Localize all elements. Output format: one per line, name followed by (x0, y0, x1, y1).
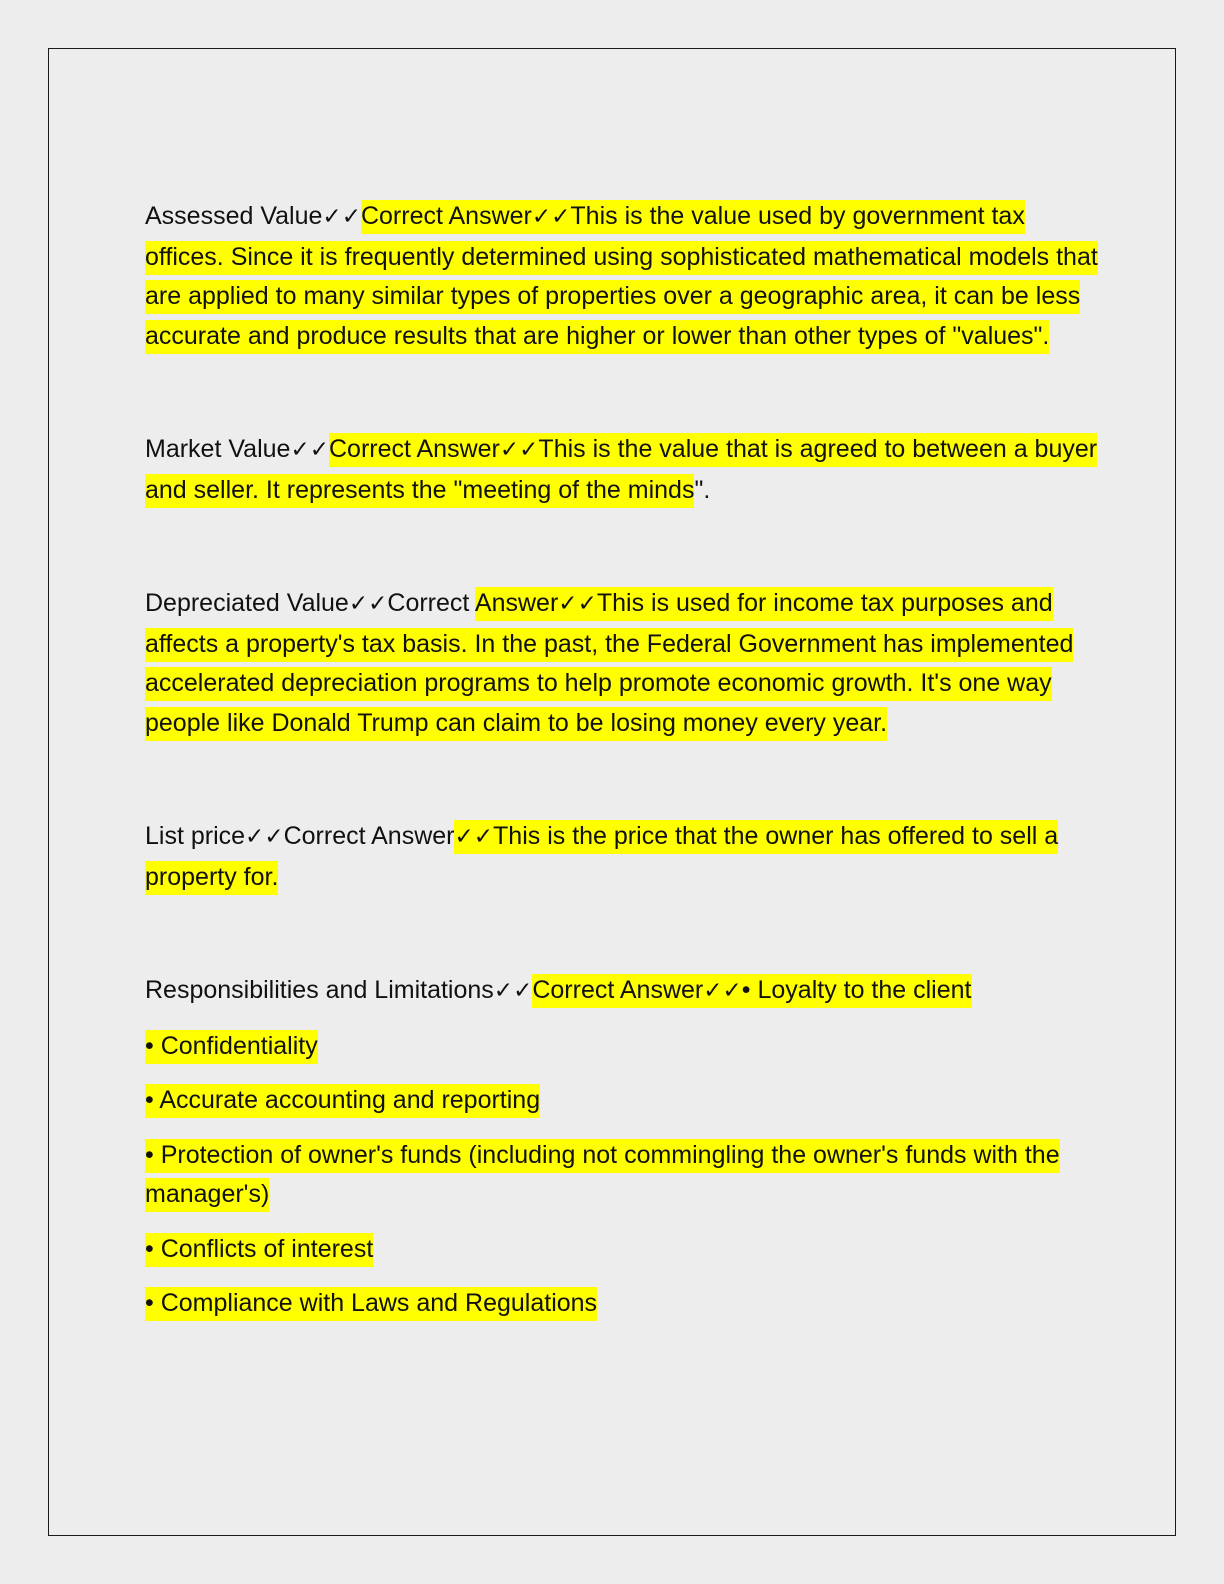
answer-text: This is used for income tax purposes and affects a property's tax basis. In the past, the Federal Government has implemented accelerated depreciation programs to help promote economic growth. It's one way people like Donald Trump can claim to be losing money every year. (145, 589, 1074, 737)
highlighted-answer (532, 974, 971, 1008)
check-mark-icon: ✓✓ (499, 437, 539, 463)
bullet-text: • Accurate accounting and reporting (145, 1084, 540, 1118)
answer-text: This is the value that is agreed to between a buyer and seller. It represents the "meeting of the minds (145, 435, 1098, 504)
entry-term: Depreciated Value (145, 589, 349, 617)
check-mark-icon: ✓✓ (245, 824, 284, 850)
entry-responsibilities-header (145, 971, 1105, 1012)
answer-text: • Loyalty to the client (741, 976, 972, 1004)
entry-term: Market Value (145, 435, 291, 463)
responsibilities-list (145, 1027, 1105, 1324)
answer-label: Answer (474, 589, 559, 617)
bullet-text: • Conflicts of interest (145, 1233, 373, 1267)
answer-text: This is the price that the owner has offered to sell a property for. (145, 822, 1059, 891)
check-mark-icon: ✓✓ (493, 978, 533, 1004)
check-mark-icon: ✓✓ (290, 437, 329, 463)
document-page (48, 48, 1176, 1536)
list-item (145, 1081, 1105, 1121)
list-item (145, 1230, 1105, 1270)
answer-tail: ". (694, 475, 711, 504)
correct-answer-label: Correct Answer (328, 435, 500, 463)
check-mark-icon: ✓✓ (703, 978, 742, 1004)
check-mark-icon: ✓✓ (454, 824, 494, 850)
document-content (145, 197, 1105, 1324)
entry-responsibilities (145, 971, 1105, 1324)
entry-term: List price (145, 822, 246, 850)
check-mark-icon: ✓✓ (322, 204, 361, 230)
correct-answer-label: Correct Answer (532, 976, 704, 1004)
entry-depreciated-value (145, 584, 1105, 743)
list-item (145, 1136, 1105, 1215)
answer-text: This is the value used by government tax offices. Since it is frequently determined using sophisticated mathematical models that are applied to many similar types of properties over a geographic area, it can be less accurate and produce results that are higher or lower than other types of "values". (145, 202, 1098, 350)
entry-term: Assessed Value (145, 202, 323, 230)
check-mark-icon: ✓✓ (558, 591, 597, 617)
bullet-text: • Compliance with Laws and Regulations (145, 1287, 597, 1321)
bullet-text: • Protection of owner's funds (including not commingling the owner's funds with the manager's) (145, 1139, 1060, 1213)
check-mark-icon: ✓✓ (531, 204, 571, 230)
entry-term: Responsibilities and Limitations (145, 976, 494, 1004)
correct-answer-label: Correct Answer (360, 202, 532, 230)
correct-answer-label: Correct Answer (283, 822, 455, 850)
correct-label-plain: Correct (387, 589, 475, 617)
list-item (145, 1027, 1105, 1067)
entry-list-price (145, 817, 1105, 897)
bullet-text: • Confidentiality (145, 1030, 318, 1064)
list-item (145, 1284, 1105, 1324)
check-mark-icon: ✓✓ (348, 591, 388, 617)
entry-assessed-value (145, 197, 1105, 356)
entry-market-value (145, 430, 1105, 510)
